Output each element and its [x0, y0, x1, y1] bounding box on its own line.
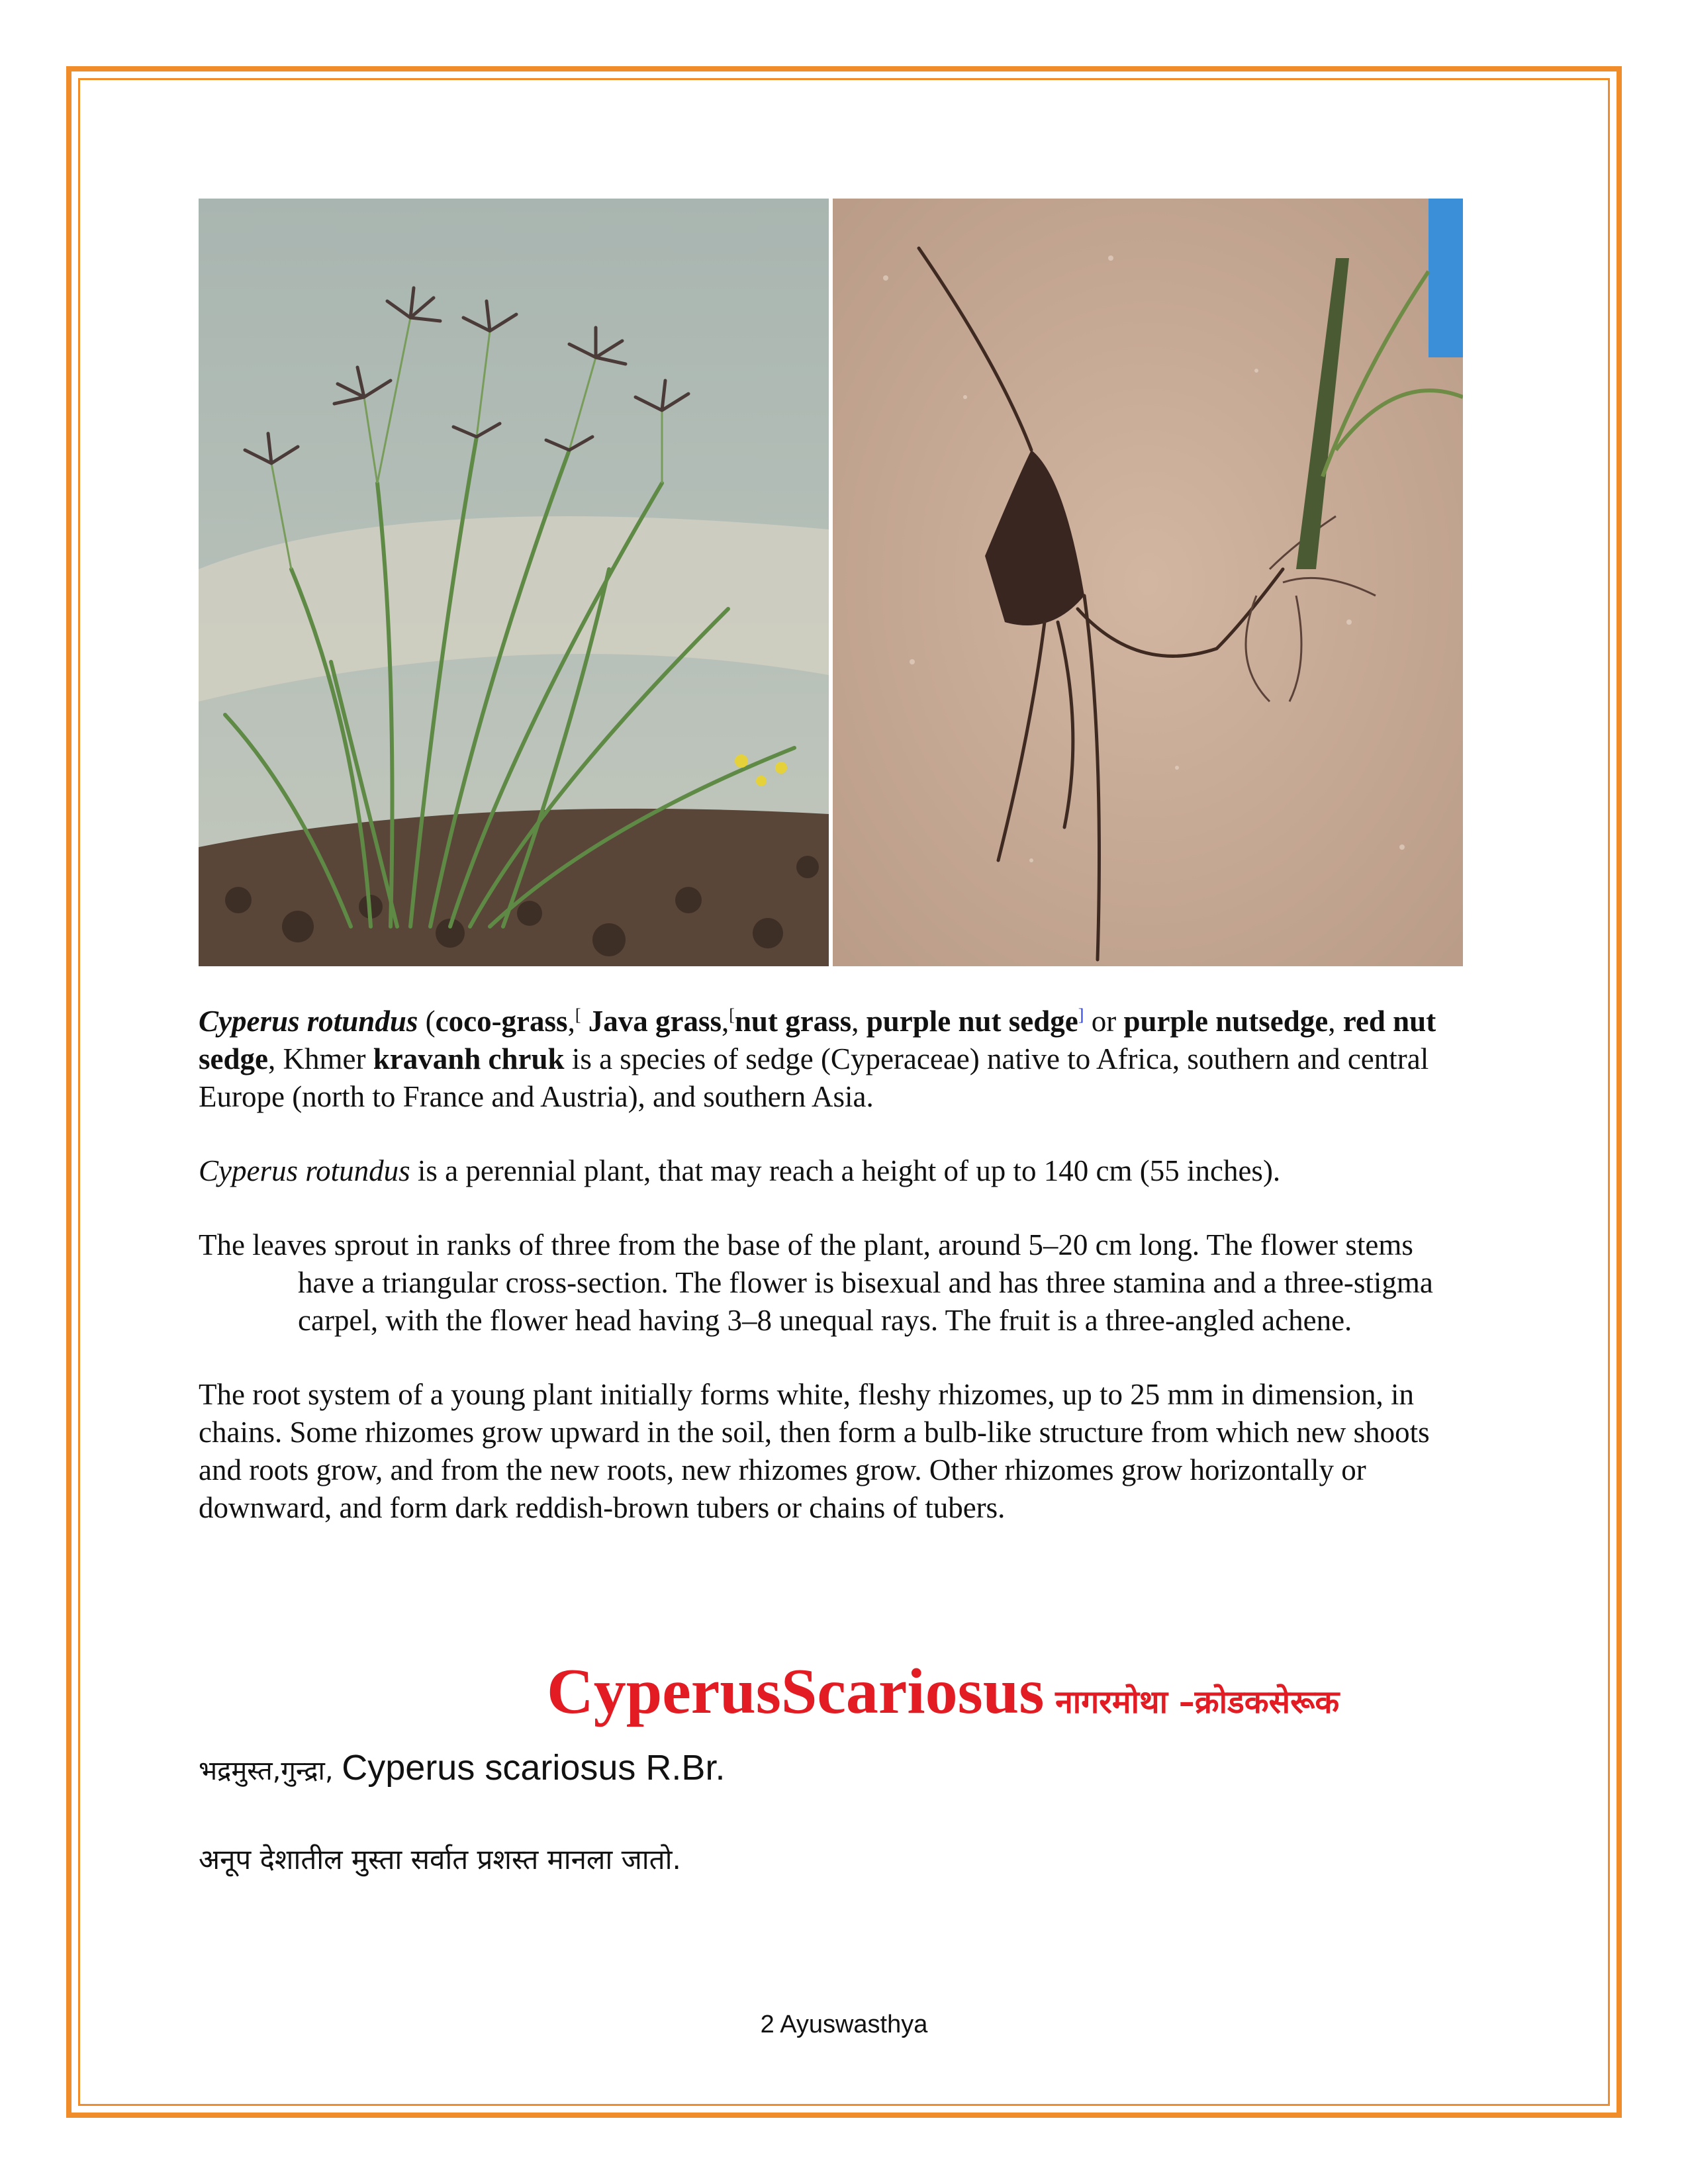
text-fragment: is a perennial plant, that may reach a height of up to 140 cm (55 inches).	[410, 1154, 1281, 1187]
common-name-java-grass: Java grass	[581, 1005, 722, 1038]
plant-photo	[199, 199, 829, 966]
root-system-paragraph: The root system of a young plant initially forms white, fleshy rhizomes, up to 25 mm in dimension, in chains. Some rhizomes grow upward in the soil, then form a bulb-like structure from which new shoots and roots grow, and from the new roots, new rhizomes grow. Other rhizomes grow horizontally or downward, and form dark reddish-brown tubers or chains of tubers.	[199, 1378, 1430, 1524]
khmer-name: kravanh chruk	[373, 1042, 565, 1075]
common-name-red-nut-sedge: red nut sedge	[199, 1005, 1436, 1075]
marathi-note: अनूप देशातील मुस्ता सर्वात प्रशस्त मानला जातो.	[199, 1843, 681, 1876]
rhizome-photo-image	[833, 199, 1463, 966]
height-paragraph	[199, 1152, 1476, 1190]
text-fragment: ,	[851, 1005, 867, 1038]
text-fragment: (	[418, 1005, 436, 1038]
heading-devanagari: नागरमोथा –क्रोडकसेरूक	[1044, 1684, 1340, 1721]
synonyms-devanagari: भद्रमुस्त,गुन्द्रा,	[199, 1756, 342, 1786]
heading-latin: CyperusScariosus	[547, 1656, 1045, 1727]
page-footer: 2 Ayuswasthya	[760, 2011, 928, 2038]
common-name-purple-nut-sedge: purple nut sedge	[866, 1005, 1078, 1038]
common-name-nut-grass: nut grass	[734, 1005, 852, 1038]
citation-ref: [	[575, 1005, 581, 1024]
common-name-coco-grass: coco-grass	[435, 1005, 568, 1038]
text-fragment: ,	[567, 1005, 575, 1038]
intro-paragraph	[199, 1003, 1476, 1116]
text-fragment: ,	[721, 1005, 729, 1038]
plant-photo-image	[199, 199, 829, 966]
text-fragment: ,	[1328, 1005, 1343, 1038]
species-name: Cyperus rotundus	[199, 1154, 410, 1187]
common-name-purple-nutsedge: purple nutsedge	[1123, 1005, 1329, 1038]
citation-link[interactable]: ]	[1078, 1005, 1084, 1024]
leaves-paragraph: The leaves sprout in ranks of three from the base of the plant, around 5–20 cm long. The flower stems have a triangular cross-section. The flower is bisexual and has three stamina and a three-stigma carpel, with the flower head having 3–8 unequal rays. The fruit is a three-angled achene.	[199, 1228, 1433, 1337]
text-fragment: is a species of sedge (Cyperaceae) native to Africa, southern and central Europe (north to France and Austria), and southern Asia.	[199, 1042, 1429, 1113]
section-heading	[547, 1655, 1339, 1729]
rhizome-photo	[833, 199, 1463, 966]
synonyms-line	[199, 1747, 725, 1788]
text-fragment: , Khmer	[268, 1042, 373, 1075]
body-text	[199, 1003, 1476, 1563]
species-name: Cyperus rotundus	[199, 1005, 418, 1038]
citation-ref: [	[729, 1005, 735, 1024]
text-fragment: or	[1084, 1005, 1124, 1038]
botanical-name: Cyperus scariosus R.Br.	[342, 1748, 726, 1788]
